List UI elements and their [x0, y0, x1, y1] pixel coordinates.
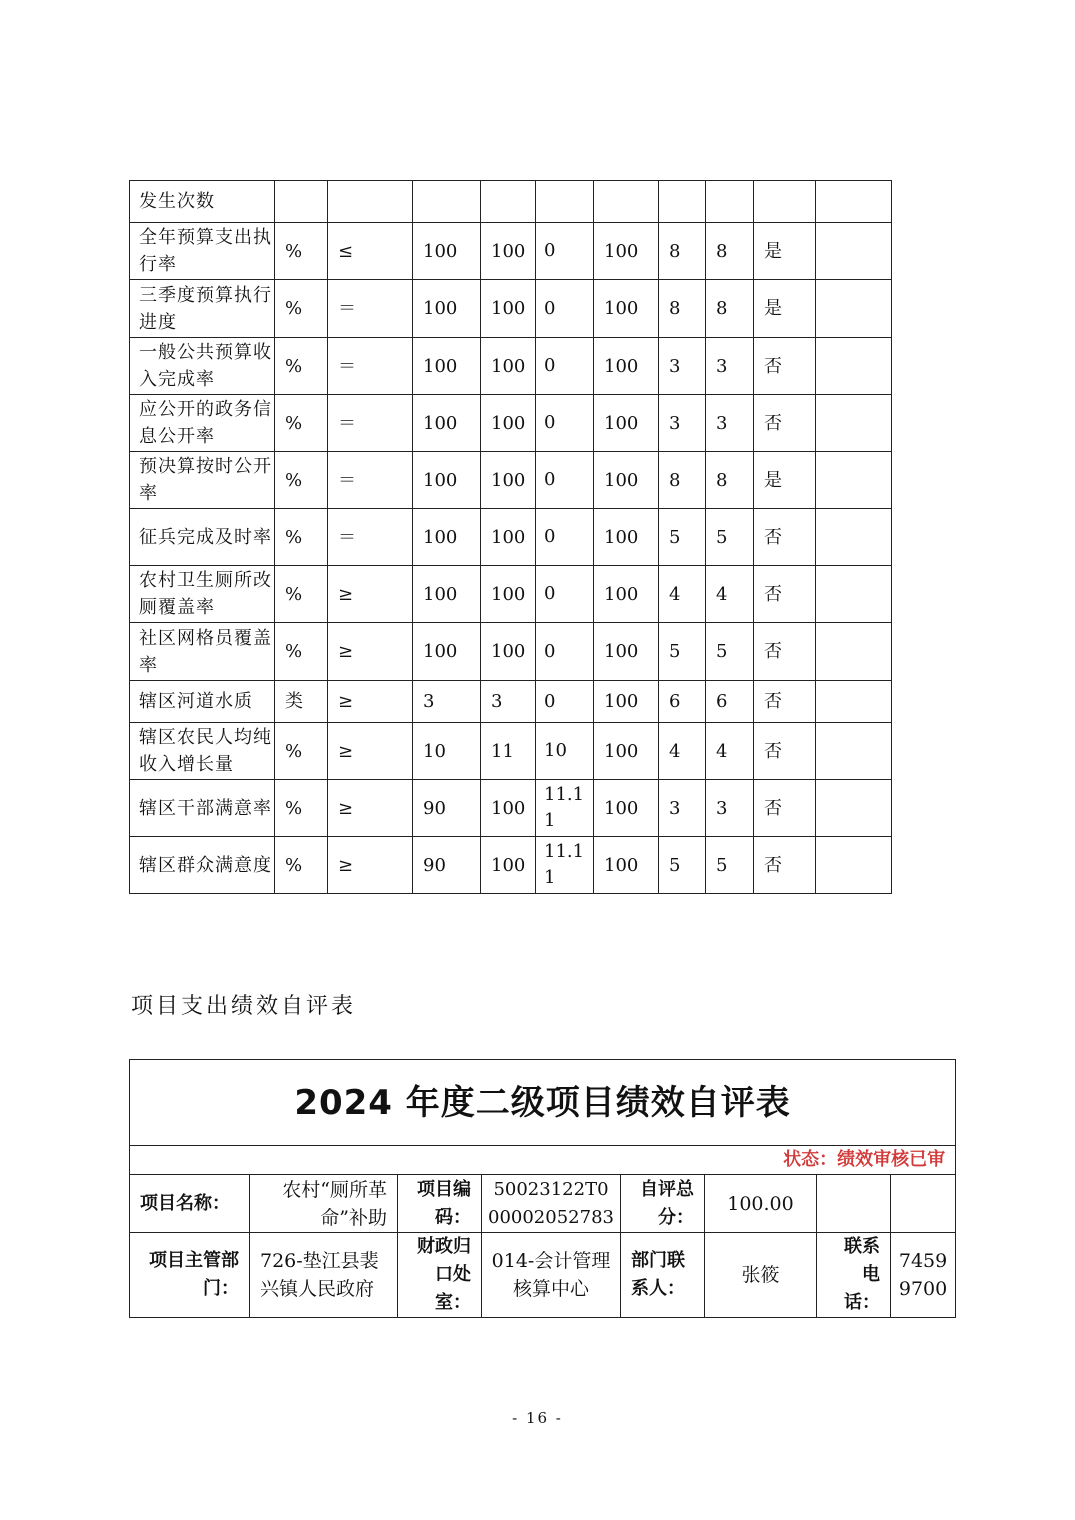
table-cell: %	[275, 509, 328, 566]
finance-office-label: 财政归口处室：	[398, 1233, 482, 1318]
table-cell	[816, 837, 892, 894]
table-cell: %	[275, 223, 328, 280]
table-cell: 3	[659, 780, 706, 837]
performance-metrics-table	[129, 180, 892, 894]
table-cell: 是	[754, 452, 816, 509]
table-cell: 0	[536, 223, 594, 280]
table-row	[130, 280, 892, 338]
table-cell: 应公开的政务信息公开率	[130, 395, 275, 452]
table-row	[130, 681, 892, 723]
table-cell: 否	[754, 566, 816, 623]
table-cell: 100	[413, 566, 481, 623]
table-cell: 否	[754, 338, 816, 395]
table-cell	[328, 181, 413, 223]
table-cell: 4	[706, 723, 754, 780]
table-cell: 是	[754, 223, 816, 280]
table-cell: 全年预算支出执行率	[130, 223, 275, 280]
table-cell: 6	[706, 681, 754, 723]
table-cell: 100	[481, 566, 536, 623]
table-cell: ＝	[328, 280, 413, 338]
table-cell: 100	[594, 338, 659, 395]
status-row	[130, 1146, 956, 1175]
table-cell: ＝	[328, 395, 413, 452]
table-cell: 100	[594, 566, 659, 623]
table-cell: 3	[706, 338, 754, 395]
table-cell: 100	[594, 837, 659, 894]
project-name-label: 项目名称：	[130, 1175, 250, 1233]
finance-office-value: 014-会计管理核算中心	[482, 1233, 621, 1318]
table-cell: 8	[659, 452, 706, 509]
table-cell: 100	[481, 509, 536, 566]
table-cell: 0	[536, 280, 594, 338]
table-cell: 征兵完成及时率	[130, 509, 275, 566]
table-cell: 0	[536, 681, 594, 723]
table-cell: 0	[536, 395, 594, 452]
table-cell: 100	[594, 780, 659, 837]
table-cell: 4	[659, 566, 706, 623]
table-title: 2024 年度二级项目绩效自评表	[130, 1060, 956, 1146]
table-cell	[659, 181, 706, 223]
table-cell	[816, 723, 892, 780]
table-cell: %	[275, 623, 328, 681]
project-code-label: 项目编码：	[398, 1175, 482, 1233]
table-cell: ≥	[328, 837, 413, 894]
table-cell: 0	[536, 509, 594, 566]
section-heading: 项目支出绩效自评表	[131, 994, 357, 1019]
table-cell: 农村卫生厕所改厕覆盖率	[130, 566, 275, 623]
empty-cell	[817, 1175, 891, 1233]
table-cell: 辖区农民人均纯收入增长量	[130, 723, 275, 780]
table-cell	[816, 566, 892, 623]
table-cell: ＝	[328, 338, 413, 395]
table-cell: 100	[594, 280, 659, 338]
table-row	[130, 566, 892, 623]
table-cell: ＝	[328, 509, 413, 566]
table-cell: 8	[706, 452, 754, 509]
table-cell: 8	[706, 280, 754, 338]
table-cell: 发生次数	[130, 181, 275, 223]
table-cell: 类	[275, 681, 328, 723]
table-cell: 5	[706, 509, 754, 566]
table-cell: 3	[659, 338, 706, 395]
phone-label: 联系电话：	[817, 1233, 891, 1318]
table-cell: 100	[481, 280, 536, 338]
table-row	[130, 181, 892, 223]
table-cell: 0	[536, 338, 594, 395]
table-row	[130, 837, 892, 894]
score-value: 100.00	[705, 1175, 817, 1233]
table-cell: 否	[754, 780, 816, 837]
table-cell: 4	[659, 723, 706, 780]
table-cell: 100	[594, 681, 659, 723]
table-cell: 100	[481, 837, 536, 894]
table-row	[130, 338, 892, 395]
table-cell: 8	[706, 223, 754, 280]
table-cell: 100	[481, 395, 536, 452]
table-cell: 8	[659, 280, 706, 338]
table-cell: 11.11	[536, 837, 594, 894]
table-row	[130, 780, 892, 837]
table-cell: %	[275, 837, 328, 894]
project-code-value: 50023122T000002052783	[482, 1175, 621, 1233]
table-row	[130, 395, 892, 452]
table-cell: 6	[659, 681, 706, 723]
table-cell: 8	[659, 223, 706, 280]
table-cell: 100	[481, 623, 536, 681]
table-cell: 100	[594, 395, 659, 452]
table-cell	[706, 181, 754, 223]
table-cell: 100	[413, 509, 481, 566]
table-cell: 100	[594, 452, 659, 509]
table-cell: 11	[481, 723, 536, 780]
table-cell: 三季度预算执行进度	[130, 280, 275, 338]
project-info-row	[130, 1175, 956, 1233]
project-name-value: 农村“厕所革命”补助	[250, 1175, 398, 1233]
table-row	[130, 452, 892, 509]
table-cell: 100	[413, 338, 481, 395]
table-cell: 预决算按时公开率	[130, 452, 275, 509]
contact-person-value: 张筱	[705, 1233, 817, 1318]
table-cell	[754, 181, 816, 223]
table-cell: 是	[754, 280, 816, 338]
table-cell	[816, 280, 892, 338]
table-cell	[816, 395, 892, 452]
table-cell: ≥	[328, 623, 413, 681]
table-cell: %	[275, 723, 328, 780]
table-cell: 90	[413, 780, 481, 837]
table-cell: 100	[413, 223, 481, 280]
table-cell	[816, 780, 892, 837]
table-cell: 11.11	[536, 780, 594, 837]
table-row	[130, 509, 892, 566]
phone-value: 74599700	[891, 1233, 956, 1318]
table-cell: 0	[536, 623, 594, 681]
table-cell: ≥	[328, 723, 413, 780]
table-cell: 3	[706, 780, 754, 837]
table-row	[130, 623, 892, 681]
table-cell: %	[275, 452, 328, 509]
table-cell: %	[275, 395, 328, 452]
table-cell: 3	[481, 681, 536, 723]
table-cell: 3	[659, 395, 706, 452]
table-cell	[536, 181, 594, 223]
table-cell: 5	[706, 623, 754, 681]
table-cell: %	[275, 780, 328, 837]
table-cell: 5	[659, 837, 706, 894]
table-cell: 100	[594, 623, 659, 681]
department-info-row	[130, 1233, 956, 1318]
table-cell: 10	[536, 723, 594, 780]
table-cell: ≥	[328, 681, 413, 723]
table-cell	[594, 181, 659, 223]
table-cell: %	[275, 566, 328, 623]
table-cell: 100	[594, 723, 659, 780]
table-cell: 0	[536, 452, 594, 509]
table-cell: 否	[754, 395, 816, 452]
table-cell: 3	[413, 681, 481, 723]
table-row	[130, 223, 892, 280]
table-cell: 100	[481, 338, 536, 395]
table-cell: 否	[754, 509, 816, 566]
table-cell: 辖区群众满意度	[130, 837, 275, 894]
table-cell: 100	[594, 223, 659, 280]
project-evaluation-table	[129, 1059, 956, 1318]
table-cell: 100	[413, 623, 481, 681]
department-label: 项目主管部门：	[130, 1233, 250, 1318]
table-cell: 辖区干部满意率	[130, 780, 275, 837]
page-number: - 16 -	[512, 1409, 563, 1427]
table-cell	[816, 452, 892, 509]
table-cell	[481, 181, 536, 223]
table-cell	[816, 338, 892, 395]
table-cell: %	[275, 338, 328, 395]
table-cell: 5	[706, 837, 754, 894]
table-cell: 90	[413, 837, 481, 894]
table-cell: 辖区河道水质	[130, 681, 275, 723]
table-cell	[413, 181, 481, 223]
table-cell: ≥	[328, 566, 413, 623]
table-cell: 100	[413, 280, 481, 338]
table-cell: 100	[481, 780, 536, 837]
table-cell: 10	[413, 723, 481, 780]
table-cell: 一般公共预算收入完成率	[130, 338, 275, 395]
table-cell	[816, 223, 892, 280]
empty-cell	[891, 1175, 956, 1233]
contact-person-label: 部门联系人：	[621, 1233, 705, 1318]
table-cell	[816, 623, 892, 681]
table-cell: ≥	[328, 780, 413, 837]
table-cell: ≤	[328, 223, 413, 280]
table-cell: %	[275, 280, 328, 338]
table-cell	[816, 181, 892, 223]
table-cell: 100	[594, 509, 659, 566]
table-cell: 3	[706, 395, 754, 452]
table-cell: 4	[706, 566, 754, 623]
table-cell: 0	[536, 566, 594, 623]
table-cell: 否	[754, 837, 816, 894]
table-cell	[816, 509, 892, 566]
department-value: 726-垫江县裴兴镇人民政府	[250, 1233, 398, 1318]
table-cell	[275, 181, 328, 223]
table-cell: 100	[413, 395, 481, 452]
table-cell: ＝	[328, 452, 413, 509]
table-cell: 社区网格员覆盖率	[130, 623, 275, 681]
table-row	[130, 723, 892, 780]
table-cell: 否	[754, 723, 816, 780]
table-cell: 100	[413, 452, 481, 509]
table-cell: 否	[754, 623, 816, 681]
title-row	[130, 1060, 956, 1146]
score-label: 自评总分：	[621, 1175, 705, 1233]
table-cell: 5	[659, 623, 706, 681]
table-cell	[816, 681, 892, 723]
table-cell: 100	[481, 223, 536, 280]
table-cell: 否	[754, 681, 816, 723]
metrics-table-body	[130, 181, 892, 894]
table-cell: 5	[659, 509, 706, 566]
table-cell: 100	[481, 452, 536, 509]
status-badge: 状态：绩效审核已审	[130, 1146, 956, 1175]
